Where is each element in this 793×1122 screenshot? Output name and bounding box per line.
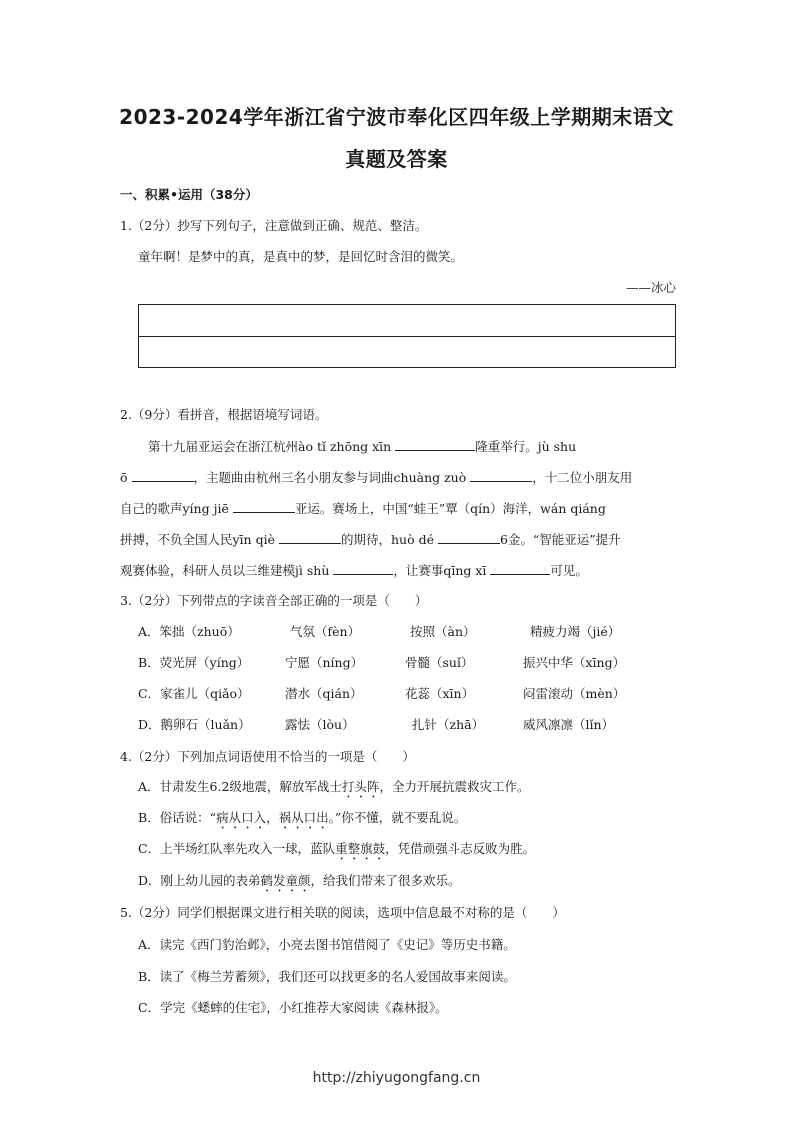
- section-heading: 一、积累•运用（38分）: [120, 187, 258, 202]
- q2-text: 第十九届亚运会在浙江杭州ào tǐ zhōng xīn: [148, 439, 392, 454]
- q4-option-d[interactable]: [138, 872, 694, 895]
- question-2-line5: [120, 561, 676, 580]
- q4-b-text-end: 。”你不懂，就不要乱说。: [328, 810, 467, 825]
- q3-option-b-3: 骨髓（suǐ）: [405, 655, 474, 670]
- q3-option-d-4: 威风凛凛（lǐn）: [523, 717, 615, 732]
- question-1-stem: 1.（2分）抄写下列句子，注意做到正确、规范、整洁。: [120, 218, 428, 233]
- q2-text: 可见。: [550, 563, 588, 578]
- q4-option-b[interactable]: [138, 809, 694, 832]
- question-4-stem: 4.（2分）下列加点词语使用不恰当的一项是（ ）: [120, 749, 415, 764]
- q2-text: 6金。“智能亚运”提升: [499, 532, 621, 547]
- question-1-sentence: 童年啊！是梦中的真，是真中的梦，是回忆时含泪的微笑。: [138, 249, 464, 264]
- q3-option-c-3: 花蕊（xīn）: [405, 686, 475, 701]
- question-1-author: ——冰心: [625, 280, 676, 295]
- q2-text: ō: [120, 470, 128, 485]
- footer-url[interactable]: http://zhiyugongfang.cn: [312, 1070, 481, 1086]
- q3-option-c-2: 潜水（qián）: [285, 686, 363, 701]
- page-title-line1: 2023-2024学年浙江省宁波市奉化区四年级上学期期末语文: [119, 105, 674, 129]
- q2-text: ，主题曲由杭州三名小朋友参与词曲chuàng zuò: [193, 470, 467, 485]
- q4-d-text: D．刚上幼儿园的表弟: [138, 873, 261, 888]
- q5-option-a[interactable]: A．读完《西门豹治邺》，小亮去图书馆借阅了《史记》等历史书籍。: [138, 937, 516, 952]
- q2-text: ，让赛事qīng xī: [393, 563, 487, 578]
- q2-text: ，十二位小朋友用: [532, 470, 633, 485]
- q3-option-d-3: 扎针（zhā）: [412, 717, 485, 732]
- answer-blank[interactable]: [279, 530, 341, 544]
- question-2-line4: [120, 530, 676, 549]
- copy-writing-box[interactable]: [138, 304, 676, 368]
- q2-text: 拼搏，不负全国人民yīn qiè: [120, 532, 275, 547]
- q3-option-b-1[interactable]: B．荧光屏（yíng）: [138, 655, 250, 670]
- q4-a-dotted-word: 打头阵: [341, 779, 380, 794]
- q2-text: 观赛体验，科研人员以三维建模jì shù: [120, 563, 330, 578]
- answer-blank[interactable]: [233, 499, 295, 513]
- question-2-line1: [120, 437, 676, 456]
- answer-blank[interactable]: [333, 561, 393, 575]
- q2-text: 自己的歌声yíng jiē: [120, 501, 229, 516]
- question-5-stem: 5.（2分）同学们根据课文进行相关联的阅读，选项中信息最不对称的是（ ）: [120, 905, 565, 920]
- q3-option-a-4: 精疲力竭（jié）: [530, 624, 621, 639]
- q4-d-dotted-word: 鹤发童颜: [260, 873, 311, 888]
- q4-b-dotted-word: 病从口入，祸从口出: [216, 810, 329, 825]
- q3-option-a-2: 气氛（fèn）: [290, 624, 361, 639]
- q4-c-text-end: ，凭借顽强斗志反败为胜。: [385, 841, 536, 856]
- q3-option-d-2: 露怯（lòu）: [285, 717, 355, 732]
- q5-option-c[interactable]: C．学完《蟋蟀的住宅》，小红推荐大家阅读《森林报》。: [138, 1000, 448, 1015]
- q3-option-a-3: 按照（àn）: [410, 624, 476, 639]
- q4-option-c[interactable]: [138, 840, 694, 863]
- q2-text: 隆重举行。jù shu: [475, 439, 577, 454]
- q3-option-a-1[interactable]: A．笨拙（zhuō）: [138, 624, 240, 639]
- question-2-line2: [120, 468, 676, 487]
- copy-box-divider: [139, 336, 675, 337]
- answer-blank[interactable]: [490, 561, 550, 575]
- answer-blank[interactable]: [132, 468, 194, 482]
- q4-a-text: A．甘肃发生6.2级地震，解放军战士: [138, 779, 342, 794]
- q3-option-d-1[interactable]: D．鹅卵石（luǎn）: [138, 717, 251, 732]
- q4-c-dotted-word: 重整旗鼓: [335, 841, 386, 856]
- q4-option-a[interactable]: [138, 778, 694, 801]
- answer-blank[interactable]: [395, 437, 475, 451]
- q3-option-c-1[interactable]: C．家雀儿（qiǎo）: [138, 686, 250, 701]
- q4-c-text: C．上半场红队率先攻入一球，蓝队: [138, 841, 336, 856]
- q3-option-c-4: 闷雷滚动（mèn）: [523, 686, 626, 701]
- q2-text: 的期待，huò dé: [340, 532, 434, 547]
- q4-b-text: B．俗话说：“: [138, 810, 217, 825]
- q4-d-text-end: ，给我们带来了很多欢乐。: [310, 873, 461, 888]
- q2-text: 亚运。赛场上，中国“蛙王”覃（qín）海洋，wán qiáng: [294, 501, 606, 516]
- question-2-line3: [120, 499, 676, 518]
- q5-option-b[interactable]: B．读了《梅兰芳蓄须》，我们还可以找更多的名人爱国故事来阅读。: [138, 969, 516, 984]
- answer-blank[interactable]: [470, 468, 532, 482]
- answer-blank[interactable]: [438, 530, 500, 544]
- q3-option-b-4: 振兴中华（xīng）: [523, 655, 626, 670]
- q4-a-text-end: ，全力开展抗震救灾工作。: [379, 779, 530, 794]
- page-title-line2: 真题及答案: [345, 147, 448, 171]
- q3-option-b-2: 宁愿（níng）: [285, 655, 364, 670]
- question-3-stem: 3.（2分）下列带点的字读音全部正确的一项是（ ）: [120, 593, 428, 608]
- question-2-stem: 2.（9分）看拼音，根据语境写词语。: [120, 407, 328, 422]
